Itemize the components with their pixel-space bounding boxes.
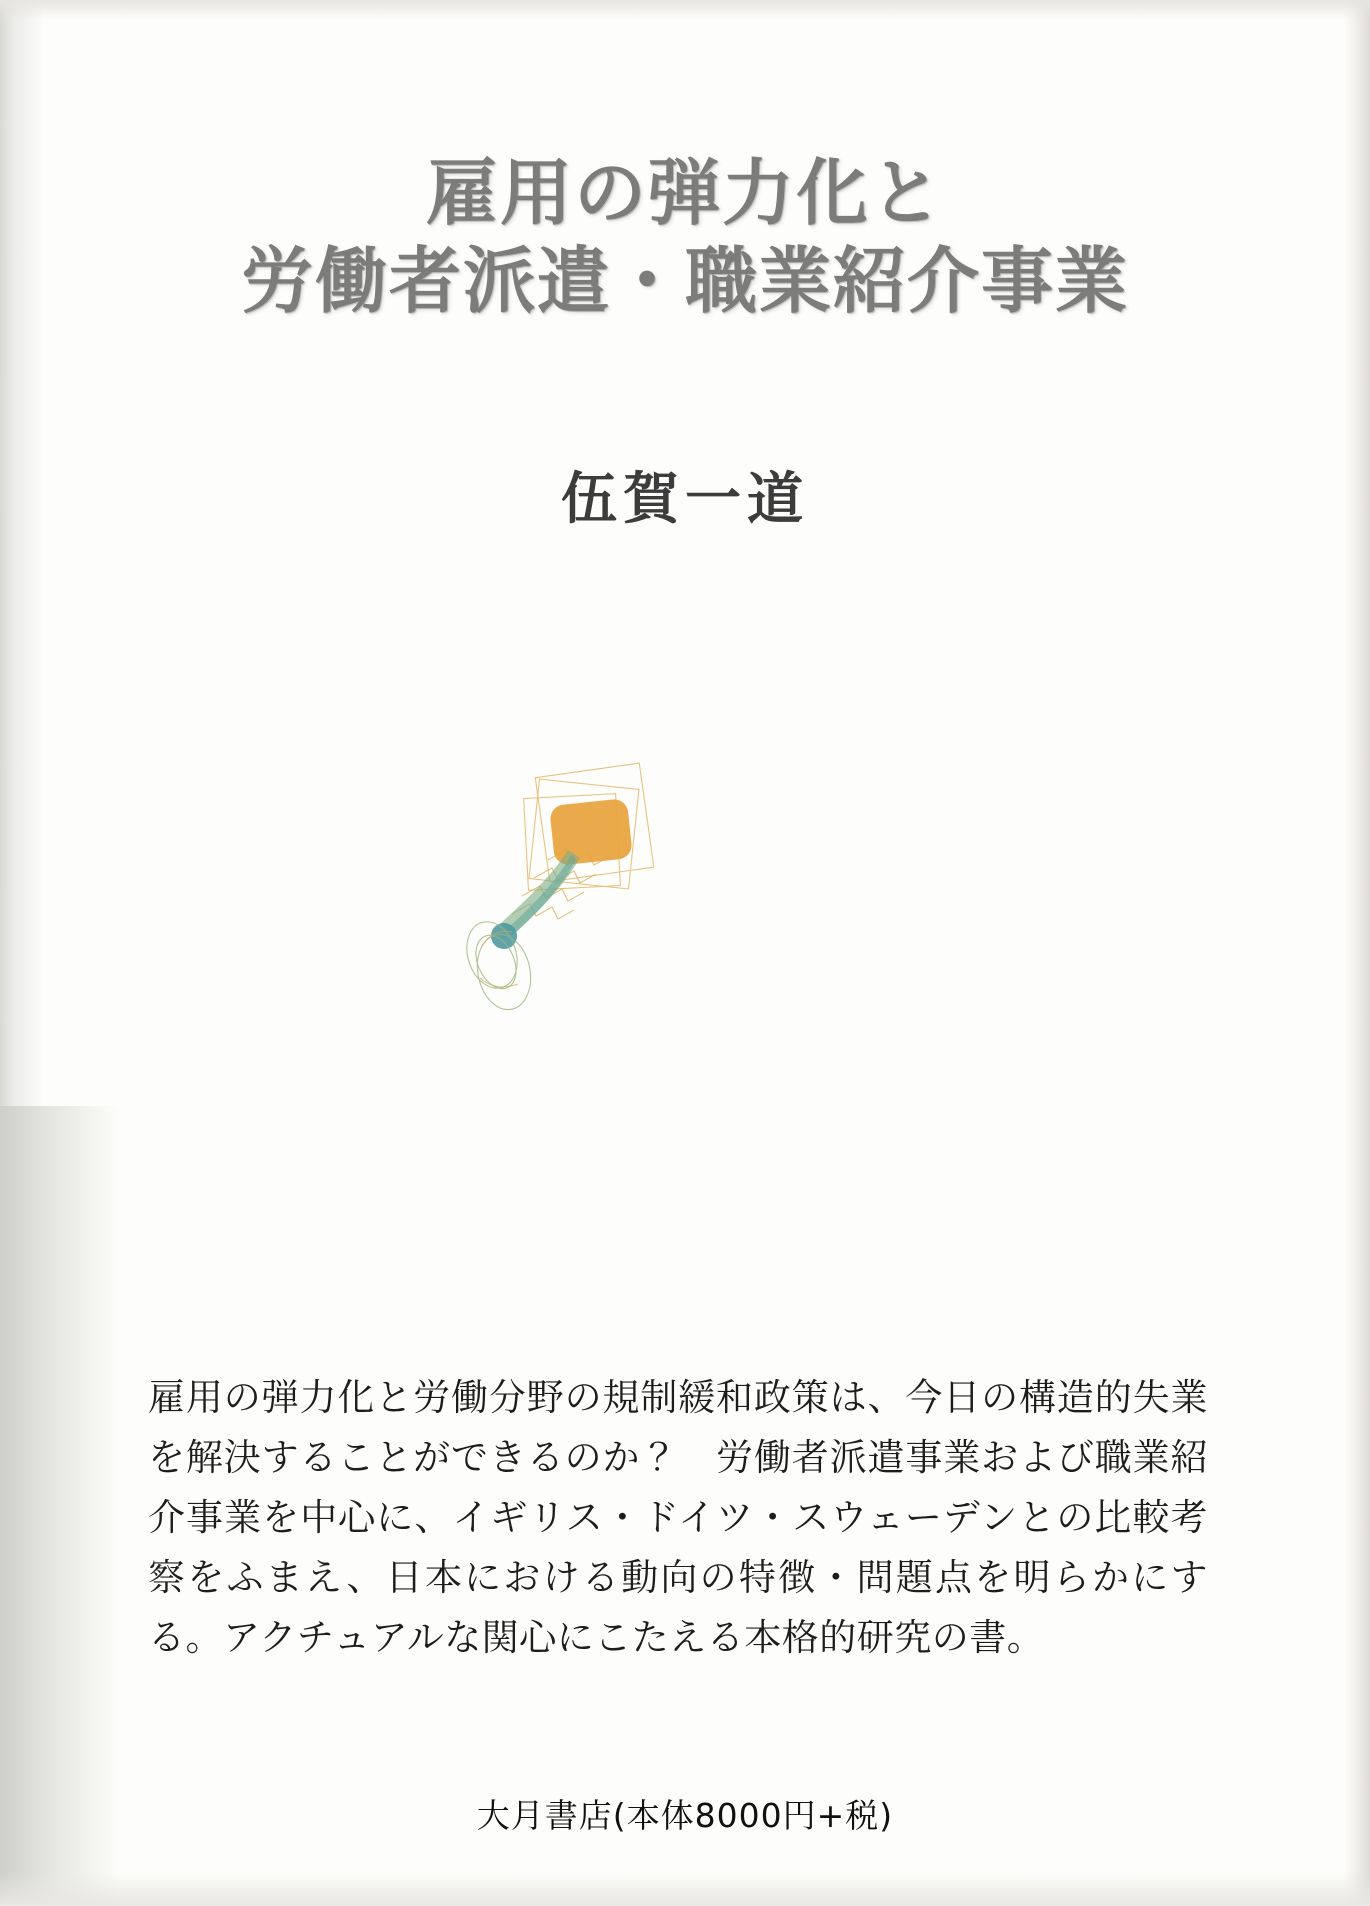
blurb-paragraph: 雇用の弾力化と労働分野の規制緩和政策は、今日の構造的失業を解決することができるのか？ 労働者派遣事業および職業紹介事業を中心に、イギリス・ドイツ・スウェーデンとの比較考察をふまえ、日本における動向の特徴・問題点を明らかにする。アクチュアルな関心にこたえる本格的研究の書。: [148, 1376, 1208, 1659]
author-name: 伍賀一道: [561, 466, 809, 532]
book-title: [0, 150, 1370, 326]
page-edge-shadow-top: [0, 0, 1370, 20]
price-label: (本体8000円+税): [612, 1796, 894, 1835]
title-line-2: 労働者派遣・職業紹介事業: [240, 238, 1129, 323]
publisher-footer: [0, 1790, 1370, 1837]
page-edge-shadow-left-lower: [0, 1106, 120, 1906]
title-line-1: 雇用の弾力化と: [425, 151, 944, 235]
cover-artwork: [430, 740, 730, 1060]
page-edge-shadow-bottom: [0, 1872, 1370, 1906]
publisher-name: 大月書店: [476, 1796, 613, 1835]
author-block: [0, 455, 1370, 535]
blurb-text: [148, 1368, 1208, 1668]
